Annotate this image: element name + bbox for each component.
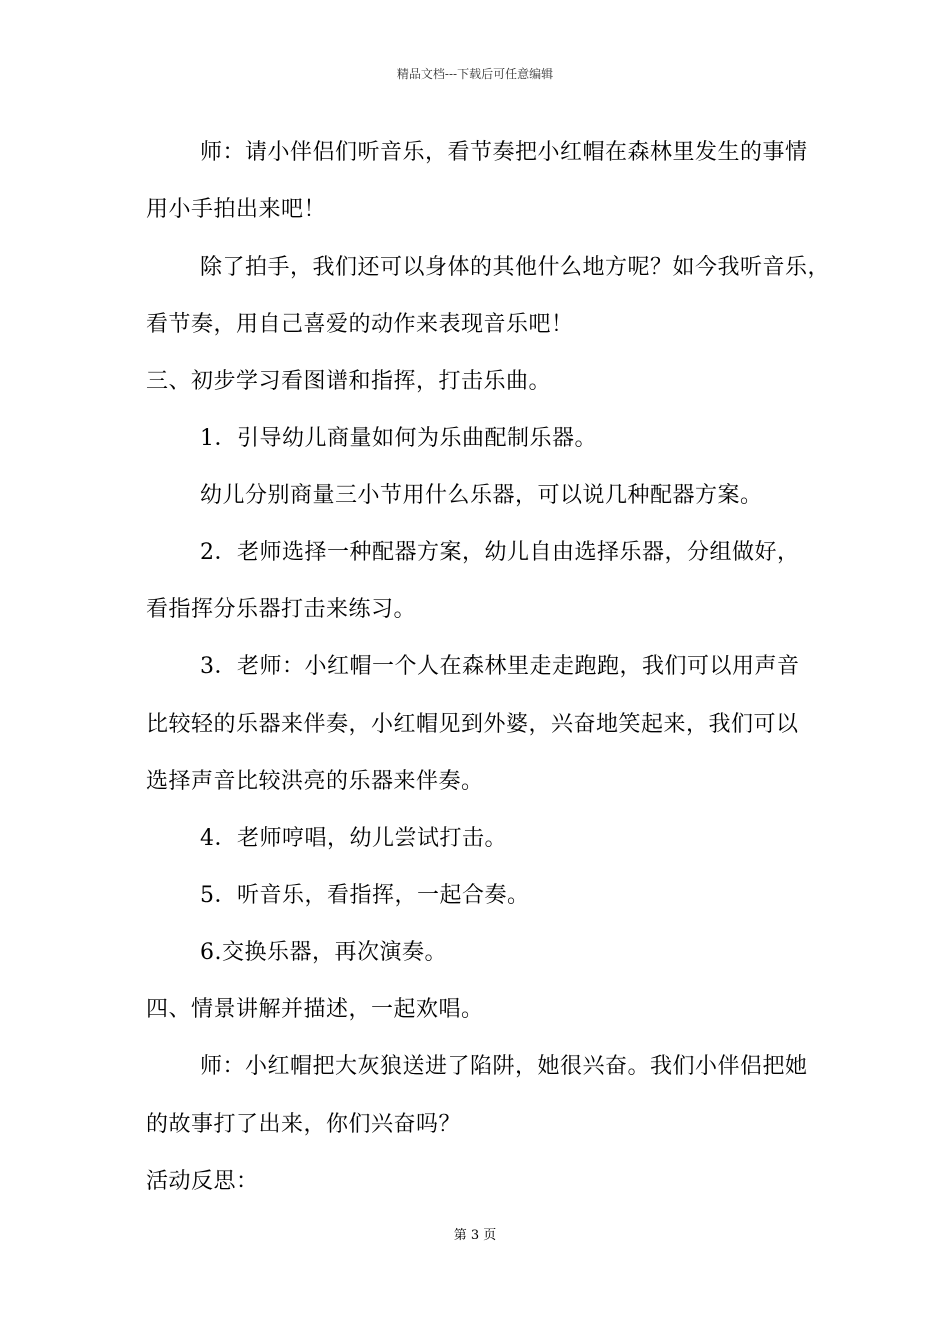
paragraph-line: 看指挥分乐器打击来练习。 [146, 597, 417, 622]
section-heading: 活动反思： [146, 1169, 259, 1194]
paragraph-line: 师：请小伴侣们听音乐，看节奏把小红帽在森林里发生的事情 [200, 140, 808, 165]
paragraph-line: 1．引导幼儿商量如何为乐曲配制乐器。 [200, 426, 597, 451]
paragraph-line: 比较轻的乐器来伴奏，小红帽见到外婆，兴奋地笑起来，我们可以 [146, 712, 799, 737]
page-number: 第 3 页 [453, 1228, 497, 1243]
paragraph-line: 6.交换乐器，再次演奏。 [200, 940, 447, 965]
paragraph-line: 4．老师哼唱，幼儿尝试打击。 [200, 826, 507, 851]
paragraph-line: 3．老师：小红帽一个人在森林里走走跑跑，我们可以用声音 [200, 654, 800, 679]
paragraph-line: 用小手拍出来吧！ [146, 197, 327, 222]
section-heading: 三、初步学习看图谱和指挥，打击乐曲。 [146, 369, 552, 394]
page-header: 精品文档---下载后可任意编辑 [396, 67, 554, 81]
paragraph-line: 的故事打了出来，你们兴奋吗？ [146, 1112, 462, 1137]
paragraph-line: 看节奏，用自己喜爱的动作来表现音乐吧！ [146, 312, 574, 337]
paragraph-line: 幼儿分别商量三小节用什么乐器，可以说几种配器方案。 [200, 483, 763, 508]
paragraph-line: 师：小红帽把大灰狼送进了陷阱，她很兴奋。我们小伴侣把她 [200, 1054, 808, 1079]
paragraph-line: 2．老师选择一种配器方案，幼儿自由选择乐器，分组做好， [200, 540, 800, 565]
paragraph-line: 除了拍手，我们还可以身体的其他什么地方呢？如今我听音乐， [200, 255, 831, 280]
paragraph-line: 选择声音比较洪亮的乐器来伴奏。 [146, 769, 484, 794]
paragraph-line: 5．听音乐，看指挥，一起合奏。 [200, 883, 530, 908]
section-heading: 四、情景讲解并描述，一起欢唱。 [146, 997, 484, 1022]
